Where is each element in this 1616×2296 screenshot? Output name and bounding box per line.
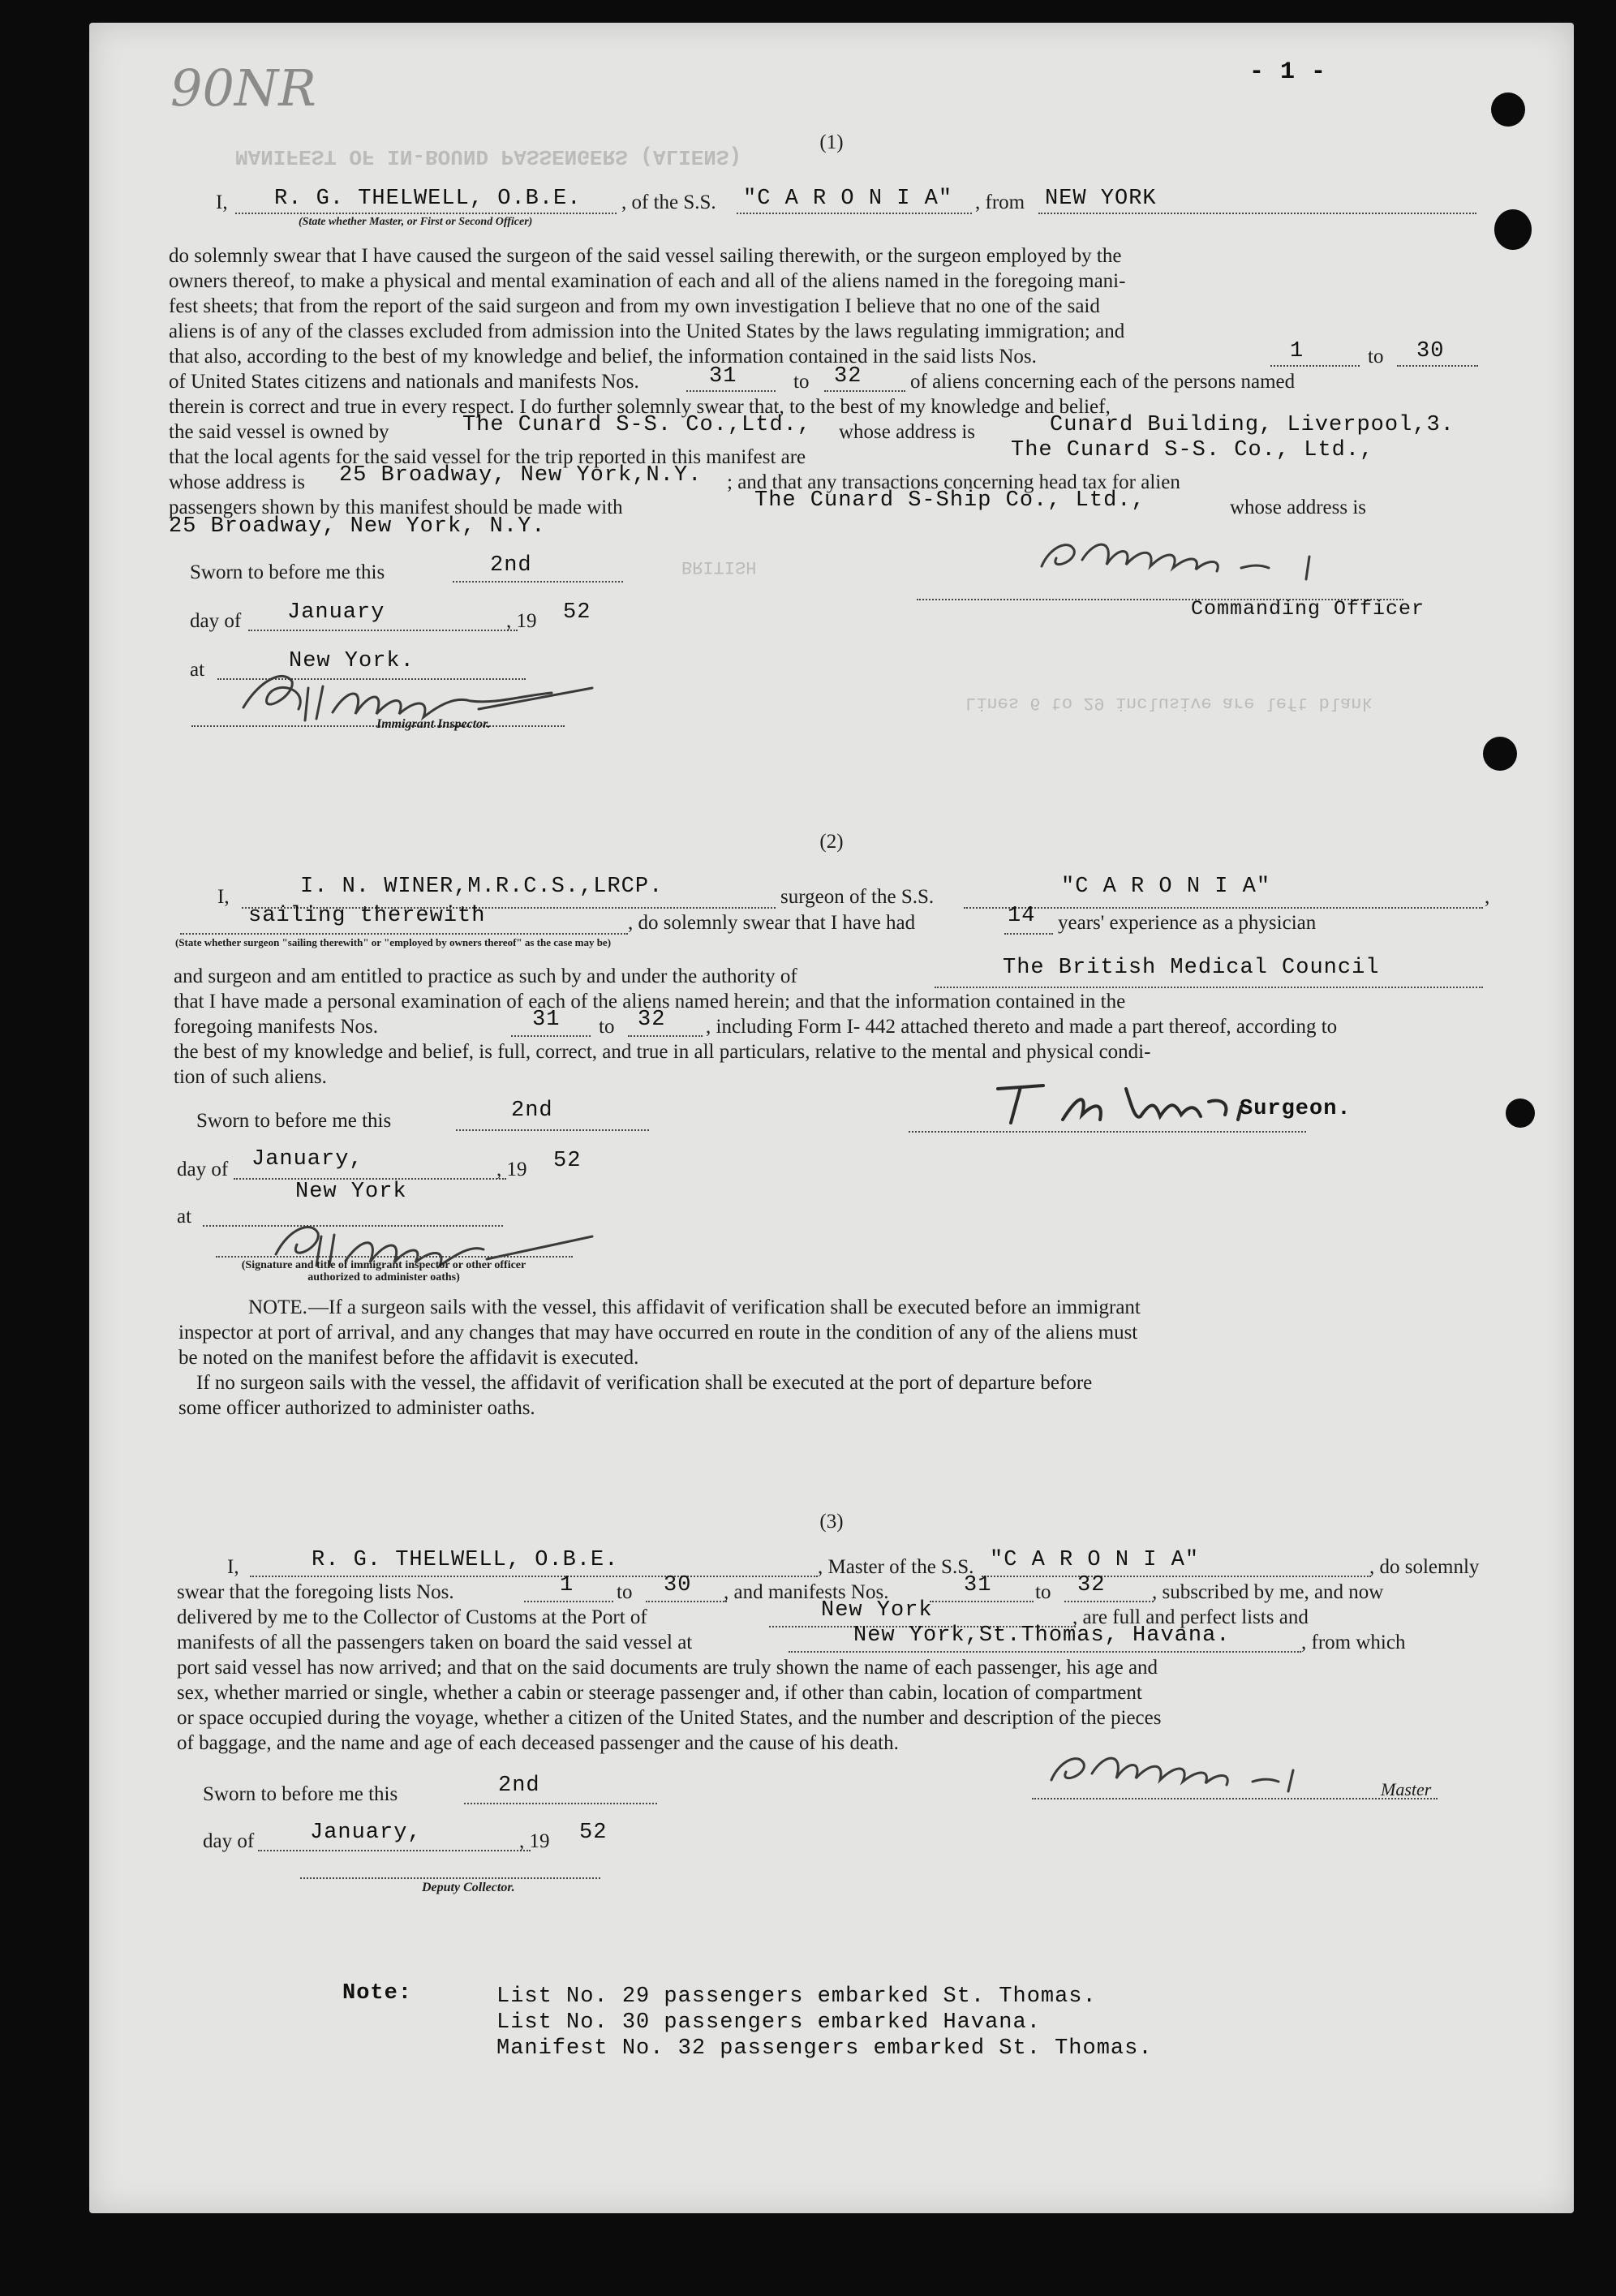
vessel-name: "C A R O N I A" <box>1061 875 1271 899</box>
manifest-to: 32 <box>1077 1573 1106 1597</box>
sworn-place: New York. <box>289 649 415 673</box>
list-from: 1 <box>560 1573 574 1597</box>
vessel-name: "C A R O N I A" <box>990 1548 1200 1572</box>
section-number: (1) <box>819 131 844 153</box>
bleed-through-text: BRITISH <box>681 557 757 577</box>
manifest-to: 32 <box>834 364 862 389</box>
list-to: 30 <box>664 1573 692 1597</box>
port-from: NEW YORK <box>1045 187 1157 211</box>
section-number: (2) <box>819 831 844 853</box>
bleed-through-text: MANIFEST OF IN-BOUND PASSENGERS (ALIENS) <box>235 144 742 169</box>
sworn-place: New York <box>295 1180 407 1204</box>
document-page: MANIFEST OF IN-BOUND PASSENGERS (ALIENS) BRITISH Lines 6 to 29 inclusive are left blank 90NR - 1 - (1) I, R. G. THELWELL, O.B.E. (State whether Master, or First or Second Officer) , of the S.S. "C A R O N I A" , from NEW YORK do solemnly swear that I have caused the surgeon of the said vessel sailing therewith, or the surgeon employed by the owners thereof, to make a physical and mental examination of each and all of the aliens named in the foregoing mani- fest sheets; that from the report of the said surgeon and from my own investigation I believe that no one of the said aliens is of any of the classes excluded from admission into the United States by the laws regulating immigration; and that also, according to the best of my knowledge and belief, the information contained in the said lists Nos. 1 to 30 of United States citizens and nationals and manifests Nos. 31 to 32 of aliens concerning each of the persons named therein is correct and true in every respect. I do further solemnly swear that, to the best of my knowledge and belief, the said vessel is owned by The Cunard S-S. Co.,Ltd., whose address is Cunard Building, Liverpool,3. that the local agents for the said vessel for the trip reported in this manifest are The Cunard S-S. Co., Ltd., whose address is 25 Broadway, New York,N.Y. ; and that any transactions concerning head tax for alien passengers shown by this manifest should be made with The Cunard S-Ship Co., Ltd., whose address is 25 Broadway, New York, N.Y. Sworn to before me this 2nd day of January , 19 52 at New York. Immigrant Inspector. Commanding Officer (2) I, I. N. WINER,M.R.C.S.,LRCP. surgeon of the S.S. "C A R O N I A" , sailing therewith (State whether surgeon "sailing therewith" or "employed by owners thereof" as the case may be) , do solemnly swear that I have had 14 years' experience as a physician and surgeon and am entitled to practice as such by and under the authority of The British Medical Council that I have made a personal examination of each of the aliens named herein; and that the information contained in the foregoing manifests Nos. 31 to 32 , including Form I- 442 attached thereto and made a part thereof, according to the best of my knowledge and belief, is full, correct, and true in all particulars, relative to the mental and physical condi- tion of such aliens. Sworn to before me this 2nd day of January, , 19 52 at New York (Signature and title of immigrant inspector or other officer authorized to administer oaths) Surgeon. NOTE. —If a surgeon sails with the vessel, this affidavit of verification shall be executed before an immigrant inspector at port of arrival, and any changes that may have occurred en route in the condition of any of the aliens must be noted on the manifest before the affidavit is executed. If no surgeon sails with the vessel, the affidavit of verification shall be executed at the port of departure before some officer authorized to administer oaths. (3) I, R. G. THELWELL, O.B.E. , Master of the S.S. "C A R O N I A" , do solemnly swear that the foregoing lists Nos. 1 to 30 , and manifests Nos. 31 to 32 , subscribed by me, and now delivered by me to the Collector of Customs at the Port of New York , are full and perfect lists and manifests of all the passengers taken on board the said vessel at New York,St.Thomas, Havana. , from which port said vessel has now arrived; and that on the said documents are truly shown the name of each passenger, his age and sex, whether married or single, whether a cabin or steerage passenger and, if other than cabin, location of compartment or space occupied during the voyage, whether a citizen of the United States, and the number and description of the pieces of baggage, and the name and age of each deceased passenger and the cause of his death. Sworn to before me this 2nd day of January, , 19 52 Deputy Collector. Master Note: List No. 29 passengers embarked St. Thomas. List No. 30 passengers embarked Havana. Manifest No. 32 passengers embarked St. Thomas. <box>89 23 1574 2213</box>
sworn-day: 2nd <box>511 1099 553 1123</box>
corner-mark: - 1 - <box>1249 58 1327 86</box>
note-line: List No. 29 passengers embarked St. Thomas. <box>496 1984 1097 2009</box>
ports-taken: New York,St.Thomas, Havana. <box>853 1623 1231 1648</box>
headtax-company: The Cunard S-Ship Co., Ltd., <box>754 488 1145 513</box>
punch-hole <box>1483 737 1517 771</box>
sworn-year: 52 <box>553 1149 582 1173</box>
note-line: Manifest No. 32 passengers embarked St. Thomas. <box>496 2036 1153 2061</box>
sailing-status: sailing therewith <box>248 904 486 928</box>
headtax-address: 25 Broadway, New York, N.Y. <box>169 514 546 539</box>
manifest-from: 31 <box>532 1008 561 1032</box>
authority: The British Medical Council <box>1003 956 1380 980</box>
years-experience: 14 <box>1008 904 1036 928</box>
port: New York <box>821 1598 933 1623</box>
note-line: List No. 30 passengers embarked Havana. <box>496 2010 1041 2035</box>
section1-i: I, <box>216 191 228 213</box>
agents-address: 25 Broadway, New York,N.Y. <box>339 463 703 488</box>
collector-label: Deputy Collector. <box>422 1881 515 1894</box>
vessel-name: "C A R O N I A" <box>743 187 953 211</box>
owner: The Cunard S-S. Co.,Ltd., <box>462 413 812 437</box>
master-name: R. G. THELWELL, O.B.E. <box>274 187 582 211</box>
master-note: (State whether Master, or First or Second Officer) <box>299 216 533 228</box>
surgeon-name: I. N. WINER,M.R.C.S.,LRCP. <box>300 875 664 899</box>
manifest-from: 31 <box>709 364 737 389</box>
note-label: NOTE. <box>248 1296 307 1318</box>
notes-label: Note: <box>342 1981 413 2006</box>
punch-hole <box>1491 92 1525 127</box>
punch-hole <box>1494 209 1532 250</box>
sailing-note: (State whether surgeon "sailing therewith" or "employed by owners thereof" as the case may be) <box>175 936 612 948</box>
list-from: 1 <box>1290 339 1304 363</box>
manifest-to: 32 <box>638 1008 666 1032</box>
inspector-label: Immigrant Inspector. <box>376 717 491 731</box>
commanding-officer-title: Commanding Officer <box>1191 597 1425 621</box>
sworn-year: 52 <box>579 1821 608 1845</box>
sworn-month: January, <box>251 1147 363 1172</box>
pencil-mark: 90NR <box>170 58 316 118</box>
sworn-month: January <box>287 600 385 625</box>
punch-hole <box>1506 1099 1535 1128</box>
surgeon-title: Surgeon. <box>1240 1097 1352 1121</box>
sworn-month: January, <box>310 1821 422 1845</box>
master-title: Master <box>1381 1779 1432 1799</box>
sworn-year: 52 <box>563 600 591 625</box>
sworn-day: 2nd <box>498 1774 540 1798</box>
master-name: R. G. THELWELL, O.B.E. <box>312 1548 619 1572</box>
master-signature <box>1017 522 1358 591</box>
bleed-through-text: Lines 6 to 29 inclusive are left blank <box>965 693 1373 713</box>
manifest-from: 31 <box>964 1573 992 1597</box>
master-signature <box>1035 1735 1376 1803</box>
agents: The Cunard S-S. Co., Ltd., <box>1011 438 1374 462</box>
officer-note: (Signature and title of immigrant inspector or other officer authorized to administer oaths) <box>241 1259 526 1283</box>
sworn-day: 2nd <box>490 553 532 578</box>
list-to: 30 <box>1416 339 1445 363</box>
owner-address: Cunard Building, Liverpool,3. <box>1050 413 1455 437</box>
section-number: (3) <box>819 1511 844 1533</box>
